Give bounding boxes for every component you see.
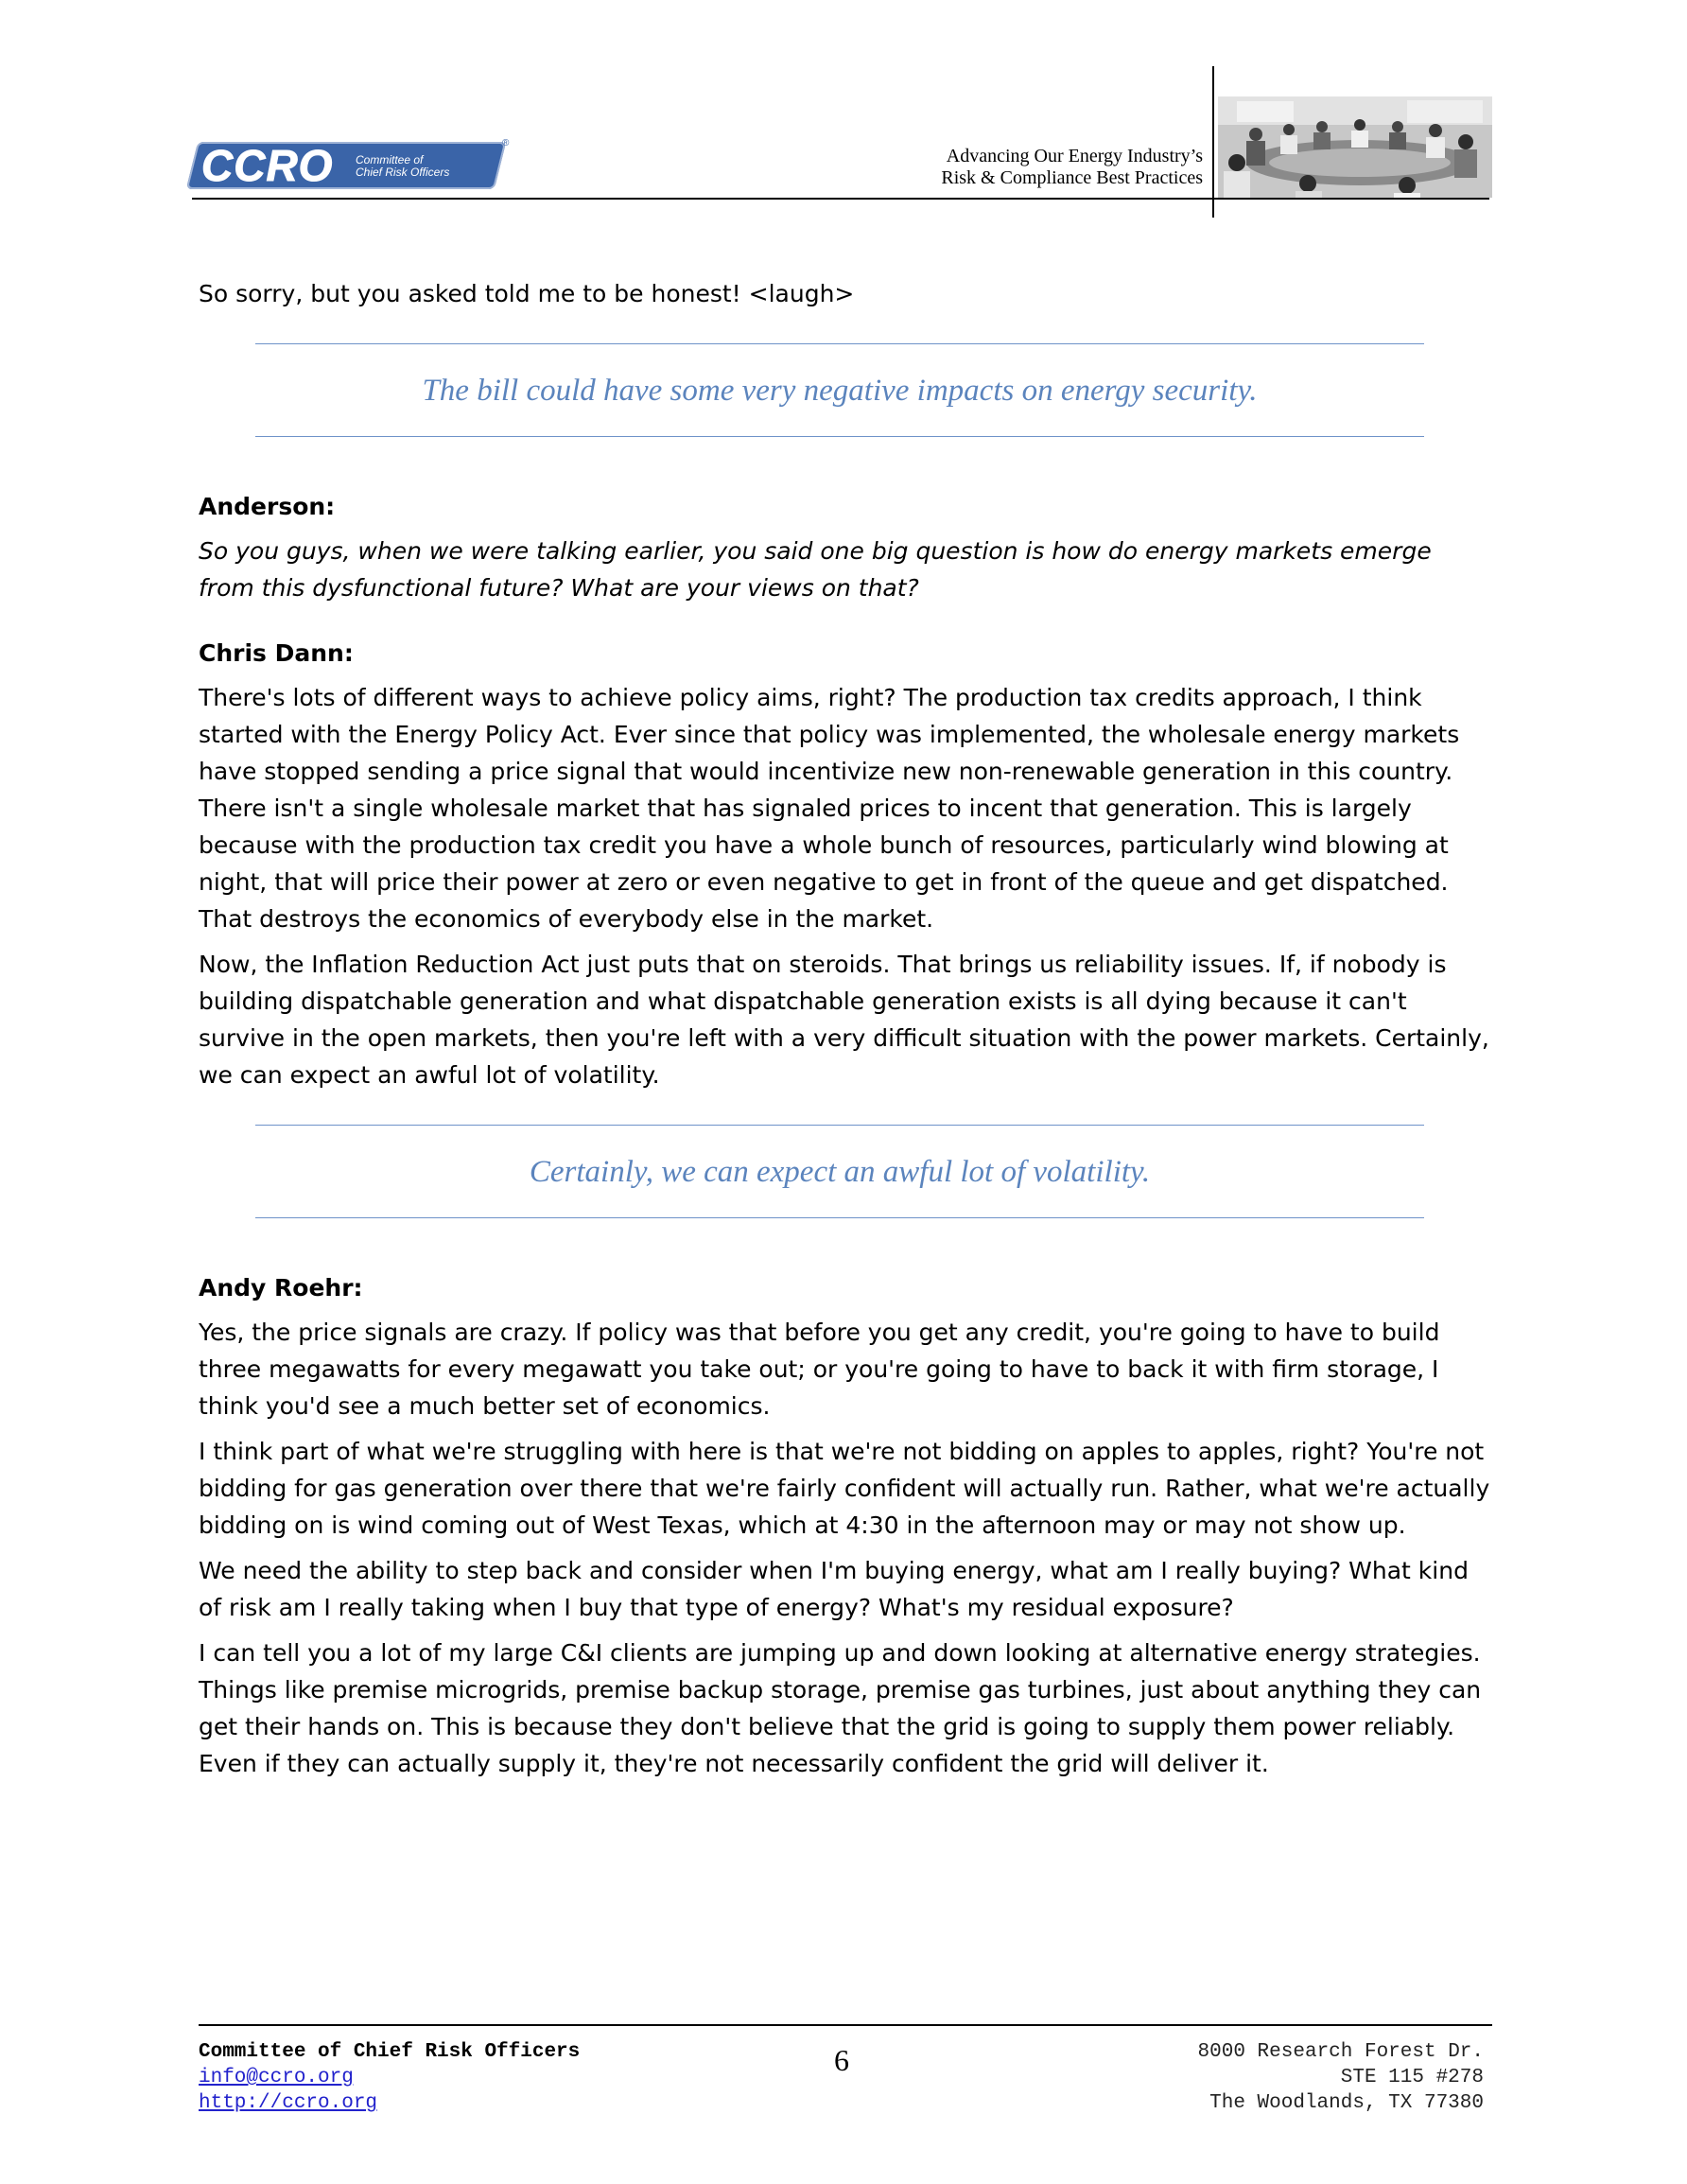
registered-mark: ® <box>502 138 510 149</box>
footer-address <box>1198 2039 1484 2116</box>
speaker-anderson: Anderson: <box>199 493 336 520</box>
chris-dann-paragraph-2: Now, the Inflation Reduction Act just puts that on steroids. That brings us reliability issues. If, if nobody is building dispatchable generation and what dispatchable generation exists is all dying because it can't survive in the open markets, then you're left with a very difficult situation with the power markets. Certainly, we can expect an awful lot of volatility. <box>199 951 1489 1089</box>
ccro-logo <box>192 138 510 191</box>
address-line-1: 8000 Research Forest Dr. <box>1197 2041 1484 2063</box>
andy-roehr-paragraph-3: We need the ability to step back and consider when I'm buying energy, what am I really buying? What kind of risk am I really taking when I buy that type of energy? What's my residual exposure? <box>199 1557 1469 1621</box>
logo-text: CCRO <box>201 141 334 190</box>
header-vertical-divider <box>1212 66 1214 218</box>
logo-subtitle-line1: Committee of <box>356 153 424 166</box>
footer-org-name: Committee of Chief Risk Officers <box>199 2041 581 2063</box>
article-body <box>199 275 1492 1782</box>
andy-roehr-paragraph-2: I think part of what we're struggling with here is that we're not bidding on apples to apples, right? You're not bidding for gas generation over there that we're fairly confident will actually run. Rather, what we're actually bidding on is wind coming out of West Texas, which at 4:30 in the afternoon may or may not show up. <box>199 1438 1490 1539</box>
header-tagline <box>941 146 1203 189</box>
page-header <box>0 0 1687 218</box>
pullquote-energy-security: The bill could have some very negative impacts on energy security. <box>255 343 1424 437</box>
tagline-line1: Advancing Our Energy Industry’s <box>946 146 1203 166</box>
meeting-photo <box>1218 96 1492 198</box>
logo-subtitle <box>356 154 449 179</box>
logo-subtitle-line2: Chief Risk Officers <box>356 166 450 179</box>
andy-roehr-paragraph-4: I can tell you a lot of my large C&I clients are jumping up and down looking at alternative energy strategies. Things like premise microgrids, premise backup storage, premise gas turbines, just about anything they can get their hands on. This is because they don't believe that the grid is going to supply them power reliably. Even if they can actually supply it, they're not necessarily confident the grid will deliver it. <box>199 1639 1482 1777</box>
address-line-2: STE 115 #278 <box>1340 2067 1484 2088</box>
header-divider <box>192 198 1489 200</box>
speaker-andy-roehr: Andy Roehr: <box>199 1274 363 1302</box>
footer-contact <box>199 2039 580 2116</box>
footer-email-link[interactable]: info@ccro.org <box>199 2067 354 2088</box>
chris-dann-paragraph-1: There's lots of different ways to achieve policy aims, right? The production tax credits approach, I think started with the Energy Policy Act. Ever since that policy was implemented, the wholesale energy markets have stopped sending a price signal that would incentivize new non-renewable generation in this country. There isn't a single wholesale market that has signaled prices to incent that generation. This is largely because with the production tax credit you have a whole bunch of resources, particularly wind blowing at night, that will price their power at zero or even negative to get in front of the queue and get dispatched. That destroys the economics of everybody else in the market. <box>199 684 1460 933</box>
footer-divider <box>199 2024 1492 2026</box>
page-number: 6 <box>834 2043 849 2077</box>
anderson-question: So you guys, when we were talking earlier, you said one big question is how do energy markets emerge from this dysfunctional future? What are your views on that? <box>199 537 1432 602</box>
address-line-3: The Woodlands, TX 77380 <box>1209 2092 1484 2114</box>
intro-text: So sorry, but you asked told me to be honest! <laugh> <box>199 280 855 307</box>
pullquote-volatility: Certainly, we can expect an awful lot of volatility. <box>255 1125 1424 1218</box>
andy-roehr-paragraph-1: Yes, the price signals are crazy. If policy was that before you get any credit, you're going to have to build three megawatts for every megawatt you take out; or you're going to have to back it with firm storage, I think you'd see a much better set of economics. <box>199 1319 1440 1420</box>
speaker-chris-dann: Chris Dann: <box>199 639 354 667</box>
footer-website-link[interactable]: http://ccro.org <box>199 2092 378 2114</box>
tagline-line2: Risk & Compliance Best Practices <box>941 167 1203 188</box>
